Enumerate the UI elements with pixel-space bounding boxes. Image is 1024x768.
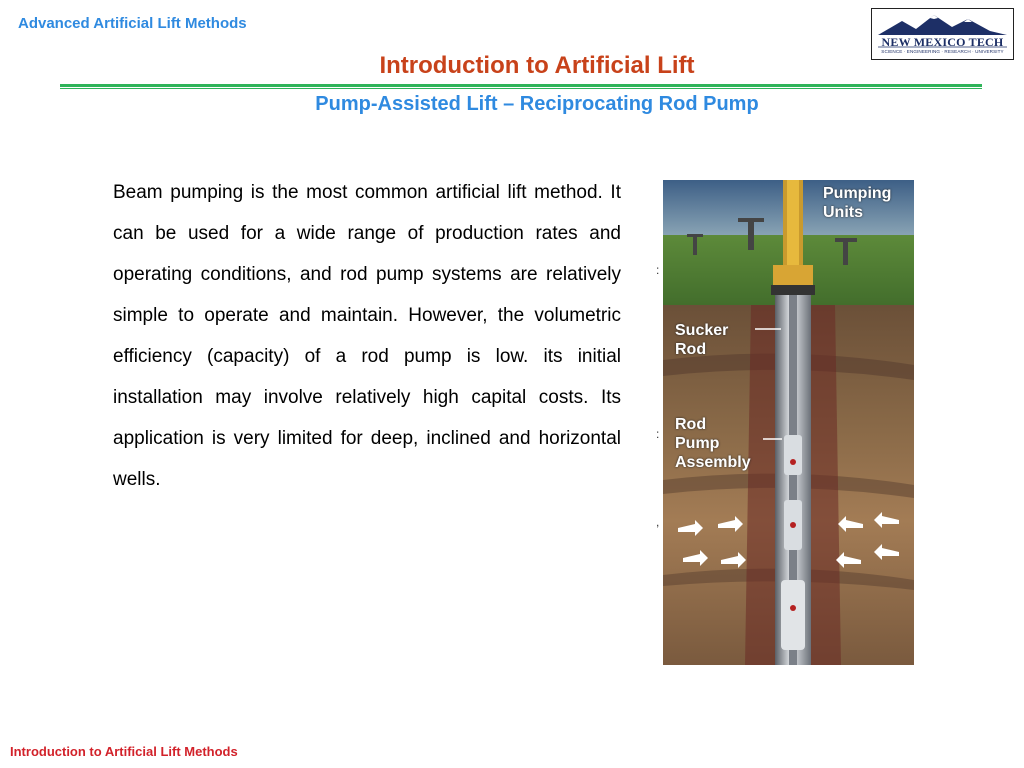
title-divider bbox=[60, 84, 982, 87]
logo-name: NEW MEXICO TECH bbox=[881, 35, 1004, 49]
course-title: Advanced Artificial Lift Methods bbox=[18, 15, 247, 32]
stray-glyph: : bbox=[656, 427, 660, 441]
slide-title: Introduction to Artificial Lift bbox=[379, 52, 695, 79]
stray-glyph: , bbox=[656, 515, 660, 529]
title-divider-thin bbox=[60, 88, 982, 89]
rod-pump-illustration bbox=[663, 180, 914, 665]
logo-tagline: SCIENCE · ENGINEERING · RESEARCH · UNIVERSITY bbox=[881, 49, 1004, 54]
footer-text: Introduction to Artificial Lift Methods bbox=[10, 744, 238, 759]
stray-glyph: : bbox=[656, 263, 660, 277]
body-paragraph: Beam pumping is the most common artificial lift method. It can be used for a wide range of production rates and operating conditions, and rod pump systems are relatively simple to operate and maintain. However, the volumetric efficiency (capacity) of a rod pump is low. its initial installation may involve relatively high capital costs. Its application is very limited for deep, inclined and horizontal wells. bbox=[113, 182, 621, 490]
slide-subtitle: Pump-Assisted Lift – Reciprocating Rod Pump bbox=[315, 93, 759, 115]
label-sucker-rod: Sucker Rod bbox=[675, 322, 729, 358]
label-pumping-units: Pumping Units bbox=[823, 185, 892, 221]
label-rod-pump-assembly: Rod Pump Assembly bbox=[675, 416, 751, 471]
